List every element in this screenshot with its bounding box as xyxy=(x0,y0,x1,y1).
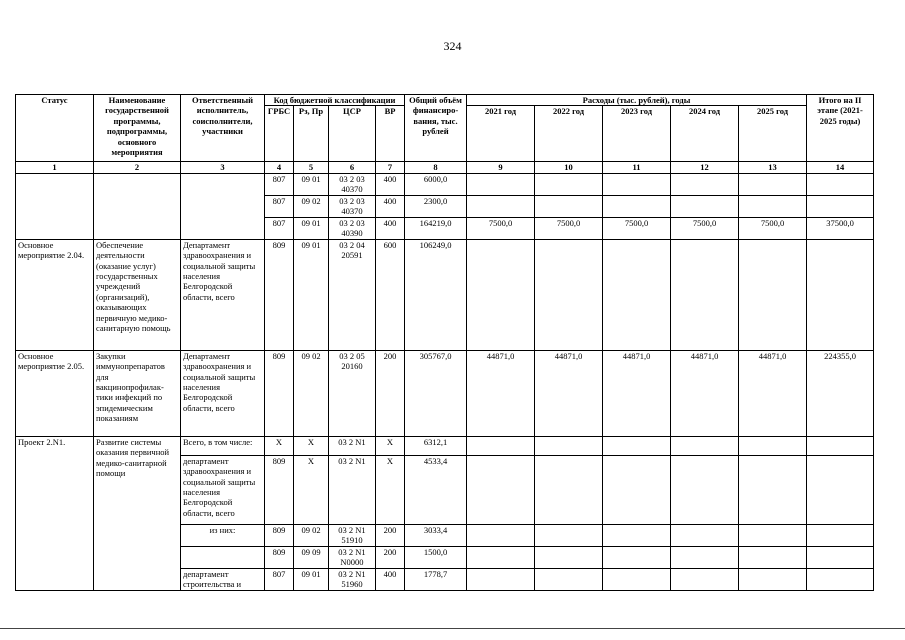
header-rzpr: Рз, Пр xyxy=(294,106,329,162)
cell-executor xyxy=(181,173,265,239)
header-executor: Ответственный исполнитель, соисполнители, участники xyxy=(181,95,265,162)
cell-2022 xyxy=(535,173,603,195)
header-2025: 2025 год xyxy=(739,106,807,162)
cell-rzpr: 09 01 xyxy=(294,568,329,590)
cell-executor: из них: xyxy=(181,524,265,546)
cell-2022 xyxy=(535,436,603,455)
cell-2023 xyxy=(603,568,671,590)
cell-2022 xyxy=(535,195,603,217)
header-grbs: ГРБС xyxy=(265,106,294,162)
cell-2022 xyxy=(535,546,603,568)
cell-grbs: 807 xyxy=(265,217,294,239)
cell-executor: департамент здравоохранения и социальной защиты населения Белгородской области, всего xyxy=(181,455,265,524)
cell-status: Основное мероприятие 2.04. xyxy=(16,239,94,350)
cell-vr: 200 xyxy=(376,350,405,436)
cell-csr: 03 2 05 20160 xyxy=(329,350,376,436)
cell-csr: 03 2 N1 51960 xyxy=(329,568,376,590)
cell-2021 xyxy=(467,436,535,455)
cell-total: 106249,0 xyxy=(405,239,467,350)
cell-stage-total xyxy=(807,173,874,195)
cell-rzpr: Х xyxy=(294,455,329,524)
cell-status xyxy=(16,173,94,239)
cell-total: 2300,0 xyxy=(405,195,467,217)
col-number: 3 xyxy=(181,162,265,173)
cell-stage-total xyxy=(807,455,874,524)
cell-stage-total xyxy=(807,546,874,568)
column-numbers-row xyxy=(16,162,874,173)
cell-2021 xyxy=(467,239,535,350)
cell-rzpr: 09 02 xyxy=(294,350,329,436)
cell-rzpr: Х xyxy=(294,436,329,455)
cell-2022 xyxy=(535,239,603,350)
cell-grbs: 809 xyxy=(265,524,294,546)
cell-2023 xyxy=(603,436,671,455)
budget-table xyxy=(15,94,874,591)
cell-2025: 44871,0 xyxy=(739,350,807,436)
cell-2025 xyxy=(739,195,807,217)
cell-rzpr: 09 01 xyxy=(294,217,329,239)
cell-total: 1778,7 xyxy=(405,568,467,590)
cell-csr: 03 2 N1 xyxy=(329,455,376,524)
cell-2024: 7500,0 xyxy=(671,217,739,239)
cell-2023 xyxy=(603,195,671,217)
cell-2024 xyxy=(671,455,739,524)
cell-executor xyxy=(181,546,265,568)
cell-name: Закупки иммунопрепаратов для вакцинопрофилак-тики инфекций по эпидемическим показаниям xyxy=(94,350,181,436)
cell-2024 xyxy=(671,524,739,546)
cell-2023: 44871,0 xyxy=(603,350,671,436)
cell-2023: 7500,0 xyxy=(603,217,671,239)
col-number: 5 xyxy=(294,162,329,173)
cell-executor: Департамент здравоохранения и социальной защиты населения Белгородской области, всего xyxy=(181,350,265,436)
cell-rzpr: 09 09 xyxy=(294,546,329,568)
col-number: 8 xyxy=(405,162,467,173)
cell-2022 xyxy=(535,455,603,524)
col-number: 2 xyxy=(94,162,181,173)
cell-2024 xyxy=(671,173,739,195)
cell-2022 xyxy=(535,524,603,546)
col-number: 13 xyxy=(739,162,807,173)
header-2024: 2024 год xyxy=(671,106,739,162)
cell-rzpr: 09 01 xyxy=(294,239,329,350)
header-expenses: Расходы (тыс. рублей), годы xyxy=(467,95,807,106)
header-2023: 2023 год xyxy=(603,106,671,162)
cell-2021: 44871,0 xyxy=(467,350,535,436)
cell-status: Основное мероприятие 2.05. xyxy=(16,350,94,436)
cell-name: Обеспечение деятельности (оказание услуг) государственных учреждений (организаций), оказывающих первичную медико-санитарную помощь xyxy=(94,239,181,350)
cell-2023 xyxy=(603,524,671,546)
cell-total: 1500,0 xyxy=(405,546,467,568)
cell-rzpr: 09 01 xyxy=(294,173,329,195)
table-row xyxy=(16,173,874,195)
cell-name xyxy=(94,173,181,239)
col-number: 9 xyxy=(467,162,535,173)
cell-grbs: 809 xyxy=(265,239,294,350)
page-bottom-rule xyxy=(0,628,905,629)
cell-2023 xyxy=(603,546,671,568)
cell-vr: 400 xyxy=(376,568,405,590)
cell-executor: департамент строительства и xyxy=(181,568,265,590)
col-number: 14 xyxy=(807,162,874,173)
col-number: 12 xyxy=(671,162,739,173)
table-row xyxy=(16,436,874,455)
header-2021: 2021 год xyxy=(467,106,535,162)
cell-total: 6312,1 xyxy=(405,436,467,455)
cell-2025 xyxy=(739,546,807,568)
header-kbk: Код бюджетной классификации xyxy=(265,95,405,106)
cell-2024 xyxy=(671,546,739,568)
cell-grbs: 809 xyxy=(265,546,294,568)
cell-csr: 03 2 03 40390 xyxy=(329,217,376,239)
table-row xyxy=(16,239,874,350)
cell-2025 xyxy=(739,455,807,524)
cell-grbs: 807 xyxy=(265,173,294,195)
cell-2024: 44871,0 xyxy=(671,350,739,436)
header-total-volume: Общий объём финансиро-вания, тыс. рублей xyxy=(405,95,467,162)
cell-stage-total: 37500,0 xyxy=(807,217,874,239)
col-number: 6 xyxy=(329,162,376,173)
header-name: Наименование государственной программы, подпрограммы, основного мероприятия xyxy=(94,95,181,162)
cell-2024 xyxy=(671,239,739,350)
col-number: 10 xyxy=(535,162,603,173)
cell-2021 xyxy=(467,173,535,195)
cell-csr: 03 2 04 20591 xyxy=(329,239,376,350)
cell-2025 xyxy=(739,568,807,590)
cell-total: 305767,0 xyxy=(405,350,467,436)
cell-csr: 03 2 03 40370 xyxy=(329,195,376,217)
cell-2023 xyxy=(603,239,671,350)
cell-stage-total: 224355,0 xyxy=(807,350,874,436)
cell-vr: 200 xyxy=(376,546,405,568)
cell-grbs: 809 xyxy=(265,455,294,524)
cell-2024 xyxy=(671,195,739,217)
cell-vr: 600 xyxy=(376,239,405,350)
cell-vr: 400 xyxy=(376,195,405,217)
cell-grbs: 807 xyxy=(265,195,294,217)
cell-total: 3033,4 xyxy=(405,524,467,546)
header-2022: 2022 год xyxy=(535,106,603,162)
header-vr: ВР xyxy=(376,106,405,162)
cell-vr: 200 xyxy=(376,524,405,546)
cell-name: Развитие системы оказания первичной медико-санитарной помощи xyxy=(94,436,181,590)
cell-csr: 03 2 N1 xyxy=(329,436,376,455)
page-number: 324 xyxy=(443,39,462,53)
cell-2024 xyxy=(671,568,739,590)
col-number: 11 xyxy=(603,162,671,173)
cell-2021 xyxy=(467,524,535,546)
cell-stage-total xyxy=(807,524,874,546)
cell-2023 xyxy=(603,455,671,524)
cell-stage-total xyxy=(807,195,874,217)
cell-vr: Х xyxy=(376,436,405,455)
header-csr: ЦСР xyxy=(329,106,376,162)
cell-2022: 44871,0 xyxy=(535,350,603,436)
header-stage-total: Итого на II этапе (2021-2025 годы) xyxy=(807,95,874,162)
cell-csr: 03 2 03 40370 xyxy=(329,173,376,195)
cell-2021 xyxy=(467,546,535,568)
cell-2023 xyxy=(603,173,671,195)
cell-executor: Департамент здравоохранения и социальной защиты населения Белгородской области, всего xyxy=(181,239,265,350)
cell-csr: 03 2 N1 51910 xyxy=(329,524,376,546)
cell-vr: Х xyxy=(376,455,405,524)
cell-grbs: 809 xyxy=(265,350,294,436)
cell-status: Проект 2.N1. xyxy=(16,436,94,590)
cell-2025 xyxy=(739,239,807,350)
cell-2025 xyxy=(739,173,807,195)
cell-stage-total xyxy=(807,568,874,590)
cell-total: 4533,4 xyxy=(405,455,467,524)
cell-vr: 400 xyxy=(376,173,405,195)
col-number: 1 xyxy=(16,162,94,173)
cell-executor: Всего, в том числе: xyxy=(181,436,265,455)
cell-2021: 7500,0 xyxy=(467,217,535,239)
cell-2021 xyxy=(467,455,535,524)
cell-stage-total xyxy=(807,239,874,350)
cell-csr: 03 2 N1 N0000 xyxy=(329,546,376,568)
cell-stage-total xyxy=(807,436,874,455)
cell-grbs: Х xyxy=(265,436,294,455)
cell-2022: 7500,0 xyxy=(535,217,603,239)
cell-rzpr: 09 02 xyxy=(294,195,329,217)
cell-2024 xyxy=(671,436,739,455)
cell-grbs: 807 xyxy=(265,568,294,590)
cell-rzpr: 09 02 xyxy=(294,524,329,546)
cell-2025: 7500,0 xyxy=(739,217,807,239)
cell-total: 164219,0 xyxy=(405,217,467,239)
cell-total: 6000,0 xyxy=(405,173,467,195)
col-number: 7 xyxy=(376,162,405,173)
cell-2021 xyxy=(467,568,535,590)
cell-vr: 400 xyxy=(376,217,405,239)
cell-2025 xyxy=(739,524,807,546)
header-row-1 xyxy=(16,95,874,106)
header-status: Статус xyxy=(16,95,94,162)
cell-2025 xyxy=(739,436,807,455)
table-row xyxy=(16,350,874,436)
cell-2021 xyxy=(467,195,535,217)
col-number: 4 xyxy=(265,162,294,173)
cell-2022 xyxy=(535,568,603,590)
